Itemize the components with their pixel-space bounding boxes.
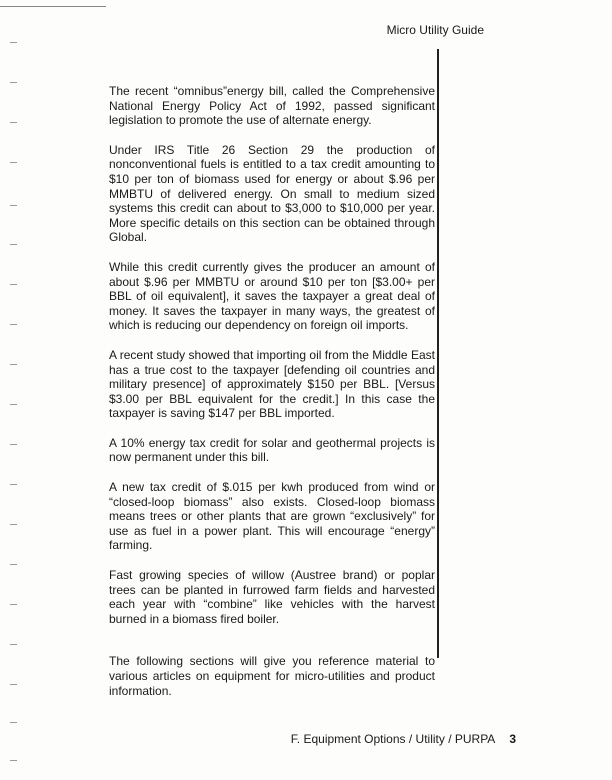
footer-section: F. Equipment Options / Utility / PURPA [290,732,496,746]
paragraph-2: Under IRS Title 26 Section 29 the production of nonconventional fuels is entitled to a tax credit amounting to $10 per ton of biomass used for energy or about $.96 per MMBTU of delivered energy. On small to medium sized systems this credit can about to $3,000 to $10,000 per year. More specific details on this section can be obtained through Global. [109,142,435,245]
margin-mark [10,604,17,605]
margin-mark [10,644,17,645]
paragraph-3: While this credit currently gives the producer an amount of about $.96 per MMBTU or around $10 per ton [$3.00+ per BBL of oil equivalent], it saves the taxpayer a great deal of money. It saves the taxpayer in many ways, the greatest of which is reducing our dependency on foreign oil imports. [109,259,435,333]
paragraph-4: A recent study showed that importing oil from the Middle East has a true cost to the taxpayer [defending oil countries and military presence] of approximately $150 per BBL. [Versus $3.00 per BBL equivalent for the credit.] In this case the taxpayer is saving $147 per BBL imported. [109,347,435,421]
margin-mark [10,244,17,245]
margin-mark [10,82,17,83]
margin-mark [10,444,17,445]
margin-mark [10,760,17,761]
margin-mark [10,564,17,565]
margin-mark [10,284,17,285]
margin-mark [10,524,17,525]
margin-mark [10,42,17,43]
margin-mark [10,205,17,206]
margin-mark [10,324,17,325]
page-footer [291,732,516,746]
body-text [109,84,435,698]
margin-mark [10,404,17,405]
margin-mark [10,162,17,163]
margin-mark [10,722,17,723]
margin-mark [10,484,17,485]
paragraph-8: The following sections will give you reference material to various articles on equipment for micro-utilities and product information. [109,654,435,698]
paragraph-1: The recent “omnibus”energy bill, called the Comprehensive National Energy Policy Act of 1992, passed significant legislation to promote the use of alternate energy. [109,84,435,128]
page-number: 3 [509,732,516,746]
vertical-rule [437,49,439,658]
running-header: Micro Utility Guide [386,23,484,37]
paragraph-6: A new tax credit of $.015 per kwh produced from wind or “closed-loop biomass” also exists. Closed-loop biomass means trees or other plants that are grown “exclusively” for use as fuel in a power plant. This will encourage “energy” farming. [109,480,435,553]
paragraph-7: Fast growing species of willow (Austree brand) or poplar trees can be planted in furrowed farm fields and harvested each year with “combine” like vehicles with the harvest burned in a biomass fired boiler. [109,568,435,626]
margin-mark [10,364,17,365]
top-rule [0,6,106,7]
margin-mark [10,122,17,123]
margin-mark [10,684,17,685]
paragraph-5: A 10% energy tax credit for solar and geothermal projects is now permanent under this bill. [109,435,435,465]
